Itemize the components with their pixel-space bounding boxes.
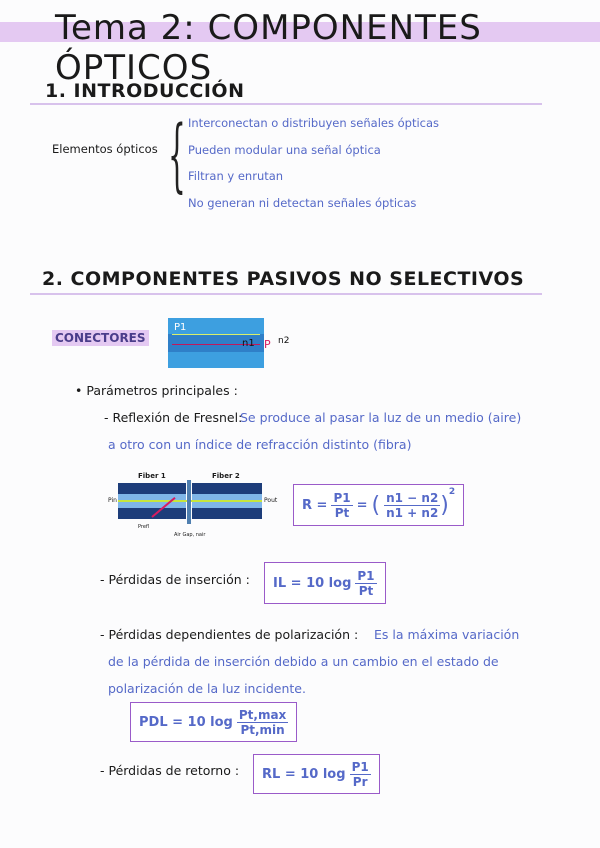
pdl-formula: PDL = 10 log $\frac{Pt,\max}{Pt,\min}$: [130, 702, 297, 742]
insercion-label: - Pérdidas de inserción :: [100, 572, 250, 587]
retorno-formula: RL = 10 log $\frac{P1}{Pr}$: [253, 754, 380, 794]
fresnel-formula: R = $\frac{P1}{Pt}$ = ( $\frac{n1 - n2}{n1 + n2}$ ) $^2$: [293, 484, 464, 526]
elementos-label: Elementos ópticos: [52, 142, 158, 156]
connector-diagram: [168, 318, 288, 368]
section2-rule: [30, 293, 542, 295]
intro-item: No generan ni detectan señales ópticas: [188, 196, 417, 210]
pout-label: Pout: [264, 497, 278, 504]
fiber2-label: Fiber 2: [212, 472, 240, 480]
intro-item: Filtran y enrutan: [188, 169, 284, 183]
polarizacion-text: de la pérdida de inserción debido a un cambio en el estado de: [108, 654, 499, 669]
airgap-label: Air Gap, nair: [174, 532, 206, 538]
page-title: Tema 2: COMPONENTES ÓPTICOS: [55, 8, 482, 88]
polarizacion-text: Es la máxima variación: [374, 627, 520, 642]
conectores-label: CONECTORES: [52, 330, 149, 346]
fresnel-label: - Reflexión de Fresnel:: [104, 410, 243, 425]
brace: {: [168, 108, 186, 201]
section1-rule: [30, 103, 542, 105]
formula-lhs: R =: [302, 497, 328, 513]
n1-label: n1: [242, 338, 255, 349]
insercion-formula: IL = 10 log $\frac{P1}{Pt}$: [264, 562, 386, 604]
section1-heading: 1. INTRODUCCIÓN: [45, 80, 245, 102]
polarizacion-label: - Pérdidas dependientes de polarización :: [100, 627, 359, 642]
fiber1-label: Fiber 1: [138, 472, 166, 480]
parametros-label: • Parámetros principales :: [75, 383, 238, 398]
fresnel-text: a otro con un índice de refracción distinto (fibra): [108, 437, 412, 452]
intro-item: Interconectan o distribuyen señales ópticas: [188, 116, 440, 130]
n2-label: n2: [278, 336, 290, 346]
fresnel-text: Se produce al pasar la luz de un medio (aire): [240, 410, 522, 425]
retorno-label: - Pérdidas de retorno :: [100, 763, 240, 778]
pin-label: Pin: [108, 497, 117, 504]
p1-label: P1: [174, 322, 187, 333]
prefl-label: Prefl: [138, 524, 150, 530]
fiber-diagram: [108, 472, 278, 540]
polarizacion-text: polarización de la luz incidente.: [108, 681, 306, 696]
section2-heading: 2. COMPONENTES PASIVOS NO SELECTIVOS: [42, 268, 525, 290]
p-label: P: [264, 338, 271, 351]
intro-item: Pueden modular una señal óptica: [188, 143, 381, 157]
